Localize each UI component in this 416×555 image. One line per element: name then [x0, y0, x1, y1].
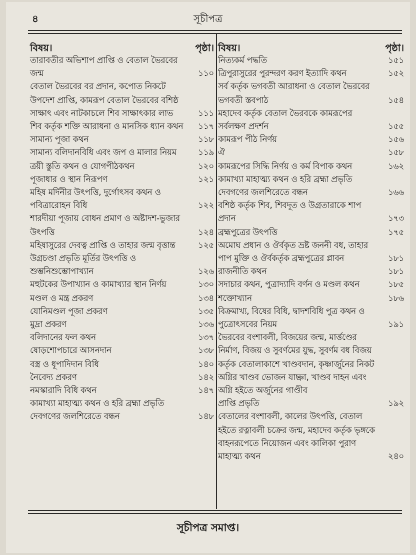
entry-page-number: ১৪০: [197, 358, 214, 369]
bottom-rule-1: [28, 510, 402, 511]
toc-entry: [30, 397, 214, 423]
toc-entry: [30, 305, 214, 318]
toc-entry: [30, 186, 214, 212]
entry-page-number: ১৫৬: [387, 134, 404, 145]
column-header: [218, 42, 404, 54]
entry-title: তারাবতীর অভিশাপ প্রাপ্তি ও বেতাল ভৈরবের জন্ম: [30, 55, 178, 79]
bottom-rule-2: [28, 513, 402, 514]
entry-title: সামান্য পূজা কথন: [30, 134, 89, 145]
toc-entry: [30, 371, 214, 384]
entry-title: ষোড়শোপচারে আসনদান: [30, 345, 112, 356]
document-page: [6, 2, 410, 553]
toc-entry: [218, 80, 404, 106]
end-note: সূচীপত্র সমাপ্ত।: [176, 522, 240, 534]
entry-page-number: ১৮১: [387, 266, 404, 277]
entry-title: কামরূপ পীঠ নির্ণয়: [218, 134, 277, 145]
page-heading: পৃষ্ঠা।: [195, 43, 214, 54]
toc-entry: [218, 331, 404, 397]
toc-entry: [218, 107, 404, 133]
entry-title: বস্ত্র ও ধূপাদিদান বিধি: [30, 358, 99, 369]
subject-heading: বিষয়।: [218, 43, 241, 54]
entry-page-number: ১৭৩: [387, 213, 404, 224]
entry-title: নমস্কারাদি বিধি কথন: [30, 385, 97, 396]
entry-page-number: ১৫৪: [387, 94, 404, 105]
toc-entry: [218, 54, 404, 67]
entry-title: ঐ: [218, 147, 225, 158]
entry-page-number: ১২৫: [197, 239, 214, 250]
entry-page-number: ১৮৬: [387, 292, 404, 303]
entry-title: বশিষ্ঠ কর্তৃক শিব, শিবদূত ও উগ্রতারাকে শাপ প্রদান: [218, 200, 362, 224]
entry-page-number: ১৬২: [387, 160, 404, 171]
toc-entry: [30, 120, 214, 133]
entry-page-number: ১৩৮: [197, 345, 214, 356]
entry-page-number: ১২০: [197, 160, 214, 171]
toc-entry: [218, 67, 404, 80]
subject-heading: বিষয়।: [30, 43, 53, 54]
entry-title: মহিষাসুরের দেবত্ব প্রাপ্তি ও তাহার জন্ম বৃত্তান্ত: [30, 239, 176, 250]
entry-title: নৈবেদ্য প্রকরণ: [30, 371, 77, 382]
entry-page-number: ১৩৭: [197, 332, 214, 343]
entry-page-number: ১৪২: [197, 371, 214, 382]
toc-entry: [218, 292, 404, 305]
entry-title: মহিষ মর্দিনীর উৎপত্তি, দুর্গোৎসব কথন ও পবিত্রারোহন বিধি: [30, 187, 161, 211]
column-divider: [216, 33, 217, 509]
toc-entry: [30, 239, 214, 252]
entry-page-number: ১২৪: [197, 226, 214, 237]
toc-entry: [30, 278, 214, 291]
entry-page-number: ১৭৫: [387, 226, 404, 237]
entry-page-number: ১৩৪: [197, 292, 214, 303]
entry-page-number: ১৫৫: [387, 121, 404, 132]
toc-entry: [30, 133, 214, 146]
entry-title: নিত্যকর্ম পদ্ধতি: [218, 55, 267, 65]
entry-title: ভৈরবের বংশাবলী, বিজয়ের জন্ম, মার্ত্তণ্ডের নির্মাণ, বিজয় ও সুবর্ণমের যুদ্ধ, সুবর্ণম বধ বিজয় কর্তৃক বেতালাকাশে খাণ্ডবদান, কৃষ্ণার্জুনের নিকট অগ্নির খাণ্ডব ভোজন যাচ্ঞা, খাণ্ডব দাহন এবং অগ্নি হইতে অর্জুনের গাণ্ডীব: [218, 332, 375, 396]
page-heading: পৃষ্ঠা।: [385, 43, 404, 54]
entry-title: উগ্রচণ্ডা প্রভৃতি মূর্তির উৎপত্তি ও শুম্ভনিশুম্ভোপাখ্যান: [30, 253, 136, 277]
entry-title: ব্রহ্মপুত্রের উৎপত্তি: [218, 226, 278, 237]
entry-title: ত্রয়ী স্তুতি কথন ও যোগপীঠকথন: [30, 160, 135, 171]
toc-entry: [30, 252, 214, 278]
entry-page-number: ১১০: [197, 68, 214, 79]
toc-entry: [30, 212, 214, 238]
entry-page-number: ১৩৫: [197, 305, 214, 316]
entry-page-number: ১৩০: [197, 279, 214, 290]
entry-title: বলিদানের ফল কথন: [30, 332, 96, 343]
toc-entry: [218, 133, 404, 146]
entry-page-number: ২৪০: [387, 451, 404, 462]
toc-entry: [30, 80, 214, 120]
entry-title: মুদ্রা প্রকরণ: [30, 319, 67, 330]
entry-title: রাজনীতি কথন: [218, 266, 267, 277]
toc-entry: [30, 173, 214, 186]
toc-entry: [218, 265, 404, 278]
entry-title: মণ্ডল ও মন্ত্র প্রকরণ: [30, 292, 94, 303]
entry-page-number: ১৫১: [387, 55, 404, 65]
entry-page-number: ১২২: [197, 200, 214, 211]
entry-title: সদাচার কথন, পুত্রাদ্যাদি বর্ণন ও মণ্ডল কথন: [218, 279, 360, 290]
toc-entry: [30, 318, 214, 331]
toc-entry: [218, 278, 404, 291]
entry-page-number: ১৬৬: [387, 187, 404, 198]
entry-page-number: ১৮১: [387, 253, 404, 264]
entry-title: বেতাল ভৈরবের বর প্রদান, কপোত নিকটে উপদেশ প্রাপ্তি, কামরূপ বেতাল ভৈরবের বশিষ্ঠ সাক্ষাৎ এবং নাটকাচলে শিব সাক্ষাৎকার লাভ: [30, 81, 179, 118]
entry-page-number: ১৪৮: [197, 411, 214, 422]
entry-page-number: ১২৬: [197, 266, 214, 277]
entry-title: কামাখ্যা মাহাত্ম্য কথন ও হরি ব্রহ্মা প্রভৃতি দেবগণের জলশিরেতে বন্ধন: [30, 398, 165, 422]
toc-entry: [30, 384, 214, 397]
entry-page-number: ১৯২: [387, 398, 404, 409]
toc-entry: [30, 331, 214, 344]
toc-entry: [30, 160, 214, 173]
toc-entry: [218, 226, 404, 239]
entry-title: শারদীয়া পূজায় বোধন প্রমাণ ও অষ্টাদশ-ভুজার উৎপত্তি: [30, 213, 180, 237]
entry-title: ত্রিপুরাসুরের পুরন্দরণ করণ ইত্যাদি কথন: [218, 68, 347, 79]
entry-title: যোনিমণ্ডল পূজা প্রকরণ: [30, 305, 108, 316]
entry-page-number: ১৩৬: [197, 319, 214, 330]
entry-title: কামাখ্যা মাহাত্ম্য কথন ও হরি ব্রহ্মা প্রভৃতি দেবগণের জলশিরেতে বন্ধন: [218, 173, 353, 198]
entry-page-number: ১৮৫: [387, 279, 404, 290]
entry-page-number: ১২১: [197, 173, 214, 184]
toc-entry: [218, 239, 404, 265]
entry-title: সামান্য বলিদানবিধি এবং জপ ও মালার নিয়ম: [30, 147, 177, 158]
entry-title: মহুটকের উপাখ্যান ও কামাখ্যার স্থান নির্ণয়: [30, 279, 167, 290]
toc-entry: [30, 358, 214, 371]
toc-entry: [218, 160, 404, 173]
entry-page-number: ১১৭: [197, 121, 214, 132]
page-title: সূচীপত্র: [193, 14, 223, 25]
toc-entry: [30, 344, 214, 357]
entry-page-number: ১১৯: [197, 147, 214, 158]
entry-title: কামরূপের সিদ্ধি নির্ণয় ও কর্ম বিপাক কথন: [218, 160, 353, 171]
entry-title: সর্ব কর্তৃক ভগবতী আরাধনা ও বেতাল ভৈরবের ভগবতী স্তবপাঠ: [218, 81, 370, 105]
toc-right-column: [218, 42, 404, 463]
entry-title: অমোঘ প্রধান ও ঔর্বকৃত ভ্রষ্ট জননী বধ, তাহার পাপ মুক্তি ও ঔর্বকর্তৃক ব্রহ্মপুত্রের প্লাবন: [218, 239, 369, 264]
toc-entry: [218, 146, 404, 159]
toc-entry: [30, 146, 214, 159]
entry-title: শিব কর্তৃক শক্তি আরাধনা ও মানসিক ধ্যান কথন: [30, 121, 184, 132]
column-header: [30, 42, 214, 54]
entry-title: বিক্রমাখ্য, বিষের বিধি, দ্বাদশবিধি পুত্র কথন ও পুত্রোৎসবের নিয়ম: [218, 305, 365, 330]
toc-entry: [218, 397, 404, 410]
toc-entry: [218, 199, 404, 225]
entry-title: শক্তোখ্যান: [218, 292, 252, 303]
entry-page-number: ১৪৭: [197, 385, 214, 396]
toc-entry: [218, 305, 404, 331]
toc-entry: [218, 173, 404, 199]
entry-page-number: ১৫৮: [387, 147, 404, 158]
entry-title: প্রাপ্তি প্রভৃতি: [218, 398, 260, 409]
page-number: ৪: [32, 14, 39, 25]
toc-entry: [30, 54, 214, 80]
entry-page-number: ১৯১: [387, 319, 404, 330]
entry-page-number: ১১১: [197, 107, 214, 118]
entry-title: বেতালের বংশাবলী, কালের উৎপত্তি, বেতাল হইতে রত্নাবলী চক্রের জন্ম, মহাদেব কর্তৃক ভৃঙ্গকে বাহনরূপেতে নিয়োজন এবং কালিকা পুরাণ মাহাত্ম্য কথন: [218, 411, 375, 462]
entry-page-number: ১৫২: [387, 68, 404, 79]
top-rule-1: [28, 30, 402, 31]
toc-left-column: [30, 42, 214, 424]
entry-title: পূজাধার ও স্থান নিরূপণ: [30, 173, 108, 184]
entry-title: মহাদেব কর্তৃক বেতাল ভৈরবকে কামরূপের সর্বলক্ষণ প্রদর্শন: [218, 107, 353, 132]
toc-entry: [30, 292, 214, 305]
top-rule-2: [28, 33, 402, 34]
entry-page-number: ১১৮: [197, 134, 214, 145]
toc-entry: [218, 410, 404, 463]
